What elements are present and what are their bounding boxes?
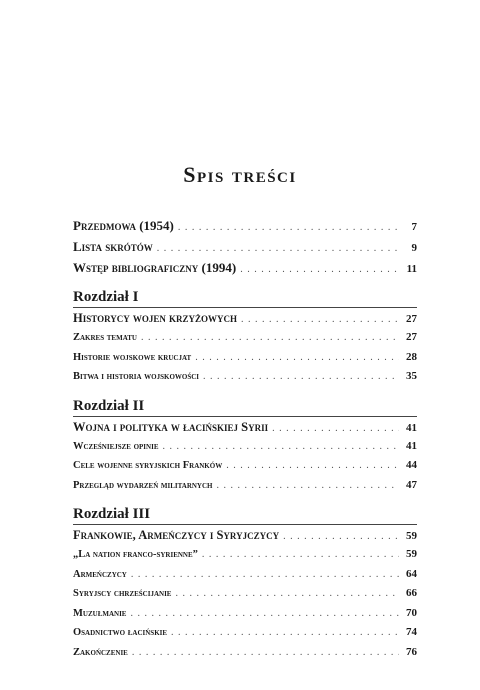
dot-leader bbox=[283, 531, 399, 542]
chapter-rule bbox=[73, 307, 417, 308]
toc-section-entry bbox=[73, 440, 417, 460]
toc-section-entry bbox=[73, 587, 417, 607]
dot-leader bbox=[240, 264, 399, 275]
toc-section-label: Bitwa i historia wojskowości bbox=[73, 371, 200, 382]
chapter-title: Historycy wojen krzyżowych bbox=[73, 311, 238, 325]
dot-leader bbox=[203, 371, 399, 382]
toc-entry-preface bbox=[73, 218, 417, 239]
toc-entry-page: 64 bbox=[406, 567, 417, 580]
toc-entry-page: 7 bbox=[411, 221, 417, 233]
dot-leader bbox=[241, 314, 399, 325]
toc-entry-page: 41 bbox=[406, 439, 417, 452]
toc-section-entry bbox=[73, 607, 417, 627]
toc-section-label: Osadnictwo łacińskie bbox=[73, 627, 168, 638]
dot-leader bbox=[141, 332, 399, 343]
toc-entry-bibliographic-intro bbox=[73, 260, 417, 281]
chapter-title: Frankowie, Armeńczycy i Syryjczycy bbox=[73, 528, 280, 542]
toc-entry-page: 35 bbox=[406, 370, 417, 382]
toc-section-entry bbox=[73, 370, 417, 390]
chapter-heading: Rozdział I bbox=[73, 289, 139, 305]
dot-leader bbox=[131, 569, 399, 580]
page-title: Spis treści bbox=[183, 162, 297, 187]
toc-entry-label: Lista skrótów bbox=[73, 239, 153, 254]
toc-entry-page: 27 bbox=[406, 313, 417, 325]
toc-section-entry bbox=[73, 646, 417, 666]
dot-leader bbox=[157, 243, 399, 254]
toc-entry-page: 74 bbox=[406, 626, 417, 638]
chapter-title-entry bbox=[73, 420, 417, 440]
toc-section-entry bbox=[73, 548, 417, 568]
toc-entry-abbreviations bbox=[73, 239, 417, 260]
chapter-rule bbox=[73, 524, 417, 525]
table-of-contents bbox=[73, 218, 417, 665]
toc-entry-page: 27 bbox=[406, 331, 417, 343]
toc-entry-label: Przedmowa (1954) bbox=[73, 218, 174, 233]
dot-leader bbox=[217, 480, 400, 491]
dot-leader bbox=[175, 588, 399, 599]
toc-section-entry bbox=[73, 479, 417, 499]
chapter-heading: Rozdział III bbox=[73, 506, 151, 522]
chapter-title-entry bbox=[73, 528, 417, 548]
toc-entry-page: 9 bbox=[411, 242, 417, 254]
toc-section-label: „La nation franco-syrienne” bbox=[73, 549, 198, 560]
toc-section-entry bbox=[73, 568, 417, 588]
dot-leader bbox=[162, 441, 399, 452]
toc-section-label: Historie wojskowe krucjat bbox=[73, 351, 192, 363]
toc-section-label: Syryjscy chrześcijanie bbox=[73, 588, 172, 599]
dot-leader bbox=[130, 608, 399, 619]
dot-leader bbox=[195, 352, 399, 363]
toc-entry-page: 28 bbox=[406, 350, 417, 363]
chapter-heading: Rozdział II bbox=[73, 397, 145, 414]
toc-entry-page: 44 bbox=[406, 459, 417, 471]
toc-entry-page: 66 bbox=[406, 587, 417, 599]
toc-section-label: Armeńczycy bbox=[73, 568, 127, 580]
toc-section-label: Wcześniejsze opinie bbox=[73, 440, 159, 452]
toc-entry-page: 59 bbox=[406, 530, 417, 542]
toc-section-entry bbox=[73, 331, 417, 351]
toc-section-label: Przegląd wydarzeń militarnych bbox=[73, 479, 213, 491]
dot-leader bbox=[178, 222, 399, 233]
toc-entry-page: 11 bbox=[406, 263, 417, 275]
toc-entry-page: 76 bbox=[406, 645, 417, 658]
toc-entry-page: 47 bbox=[406, 478, 417, 491]
toc-section-entry bbox=[73, 626, 417, 646]
dot-leader bbox=[171, 627, 399, 638]
toc-entry-page: 41 bbox=[406, 421, 417, 434]
toc-section-label: Muzułmanie bbox=[73, 607, 127, 619]
toc-section-label: Zakończenie bbox=[73, 646, 128, 658]
toc-section-entry bbox=[73, 351, 417, 371]
chapter-title: Wojna i polityka w łacińskiej Syrii bbox=[73, 419, 269, 434]
dot-leader bbox=[202, 549, 399, 560]
toc-entry-page: 59 bbox=[406, 548, 417, 560]
toc-entry-page: 70 bbox=[406, 606, 417, 619]
chapter-title-entry bbox=[73, 311, 417, 331]
toc-section-label: Zakres tematu bbox=[73, 332, 137, 343]
toc-section-label: Cele wojenne syryjskich Franków bbox=[73, 460, 223, 471]
dot-leader bbox=[226, 460, 399, 471]
toc-entry-label: Wstęp bibliograficzny (1994) bbox=[73, 260, 237, 275]
dot-leader bbox=[132, 647, 399, 658]
dot-leader bbox=[272, 423, 399, 434]
toc-section-entry bbox=[73, 459, 417, 479]
chapter-rule bbox=[73, 416, 417, 417]
